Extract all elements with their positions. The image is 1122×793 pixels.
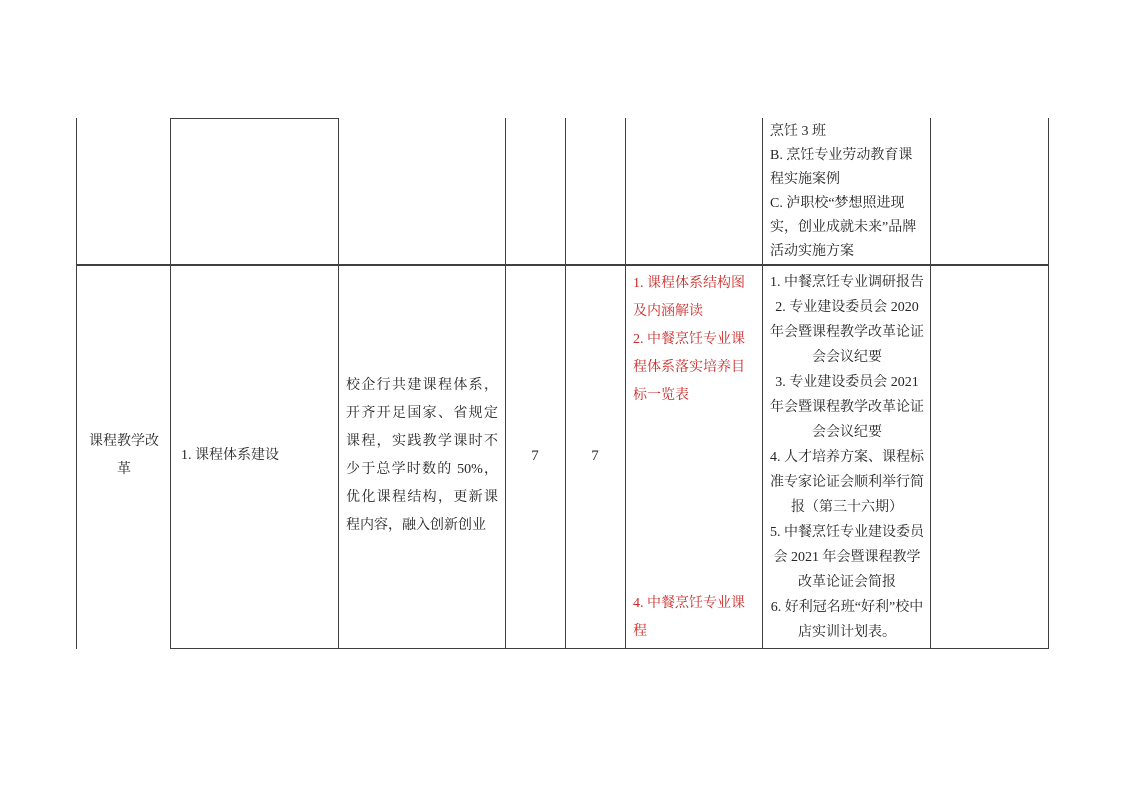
evidence-paragraph: 烹饪 3 班 xyxy=(770,124,826,139)
table-border-vertical xyxy=(762,118,763,649)
evidence-paragraph: 1. 中餐烹饪专业调研报告 xyxy=(770,275,924,290)
evidence-paragraph: 2. 专业建设委员会 2020 年会暨课程教学改革论证会会议纪要 xyxy=(770,300,924,365)
evidence-paragraph: 3. 专业建设委员会 2021 年会暨课程教学改革论证会会议纪要 xyxy=(770,375,924,440)
score-value: 7 xyxy=(531,448,539,464)
table-border-bottom xyxy=(170,648,1049,649)
standard-description-cell xyxy=(346,266,498,646)
table-border-vertical xyxy=(338,118,339,649)
score-cell-b xyxy=(566,266,624,646)
evidence-paragraph: C. 泸职校“梦想照进现实，创业成就未来”品牌活动实施方案 xyxy=(770,196,917,259)
self-check-materials-cell xyxy=(633,270,757,646)
self-check-item-truncated: 4. 中餐烹饪专业课程 xyxy=(633,596,745,639)
indicator-item-cell xyxy=(181,266,331,646)
table-border-vertical xyxy=(170,118,171,649)
score-cell-a xyxy=(506,266,564,646)
self-check-item: 2. 中餐烹饪专业课程体系落实培养目标一览表 xyxy=(633,332,745,403)
table-border-vertical xyxy=(76,118,77,649)
table-border-vertical xyxy=(1048,118,1049,649)
category-cell xyxy=(85,266,163,646)
category-label: 课程教学改革 xyxy=(89,434,159,477)
evidence-paragraph: 6. 好利冠名班“好利”校中店实训计划表。 xyxy=(770,600,924,640)
indicator-item-label: 1. 课程体系建设 xyxy=(181,448,279,463)
table-border-vertical xyxy=(625,118,626,649)
evidence-paragraph: 5. 中餐烹饪专业建设委员会 2021 年会暨课程教学改革论证会简报 xyxy=(770,525,924,590)
remark-cell-empty xyxy=(931,266,1047,646)
self-check-item: 1. 课程体系结构图及内涵解读 xyxy=(633,276,745,319)
table-border-top-segment xyxy=(170,118,339,119)
evidence-paragraph: 4. 人才培养方案、课程标准专家论证会顺利举行简报（第三十六期） xyxy=(770,450,924,515)
standard-description-text: 校企行共建课程体系，开齐开足国家、省规定课程，实践教学课时不少于总学时数的 50%，优化课程结构，更新课程内容，融入创新创业 xyxy=(346,378,498,533)
evidence-paragraph: B. 烹饪专业劳动教育课程实施案例 xyxy=(770,148,913,187)
score-value: 7 xyxy=(591,448,599,464)
evidence-materials-cell xyxy=(769,270,925,646)
continuation-evidence-cell xyxy=(770,120,924,263)
